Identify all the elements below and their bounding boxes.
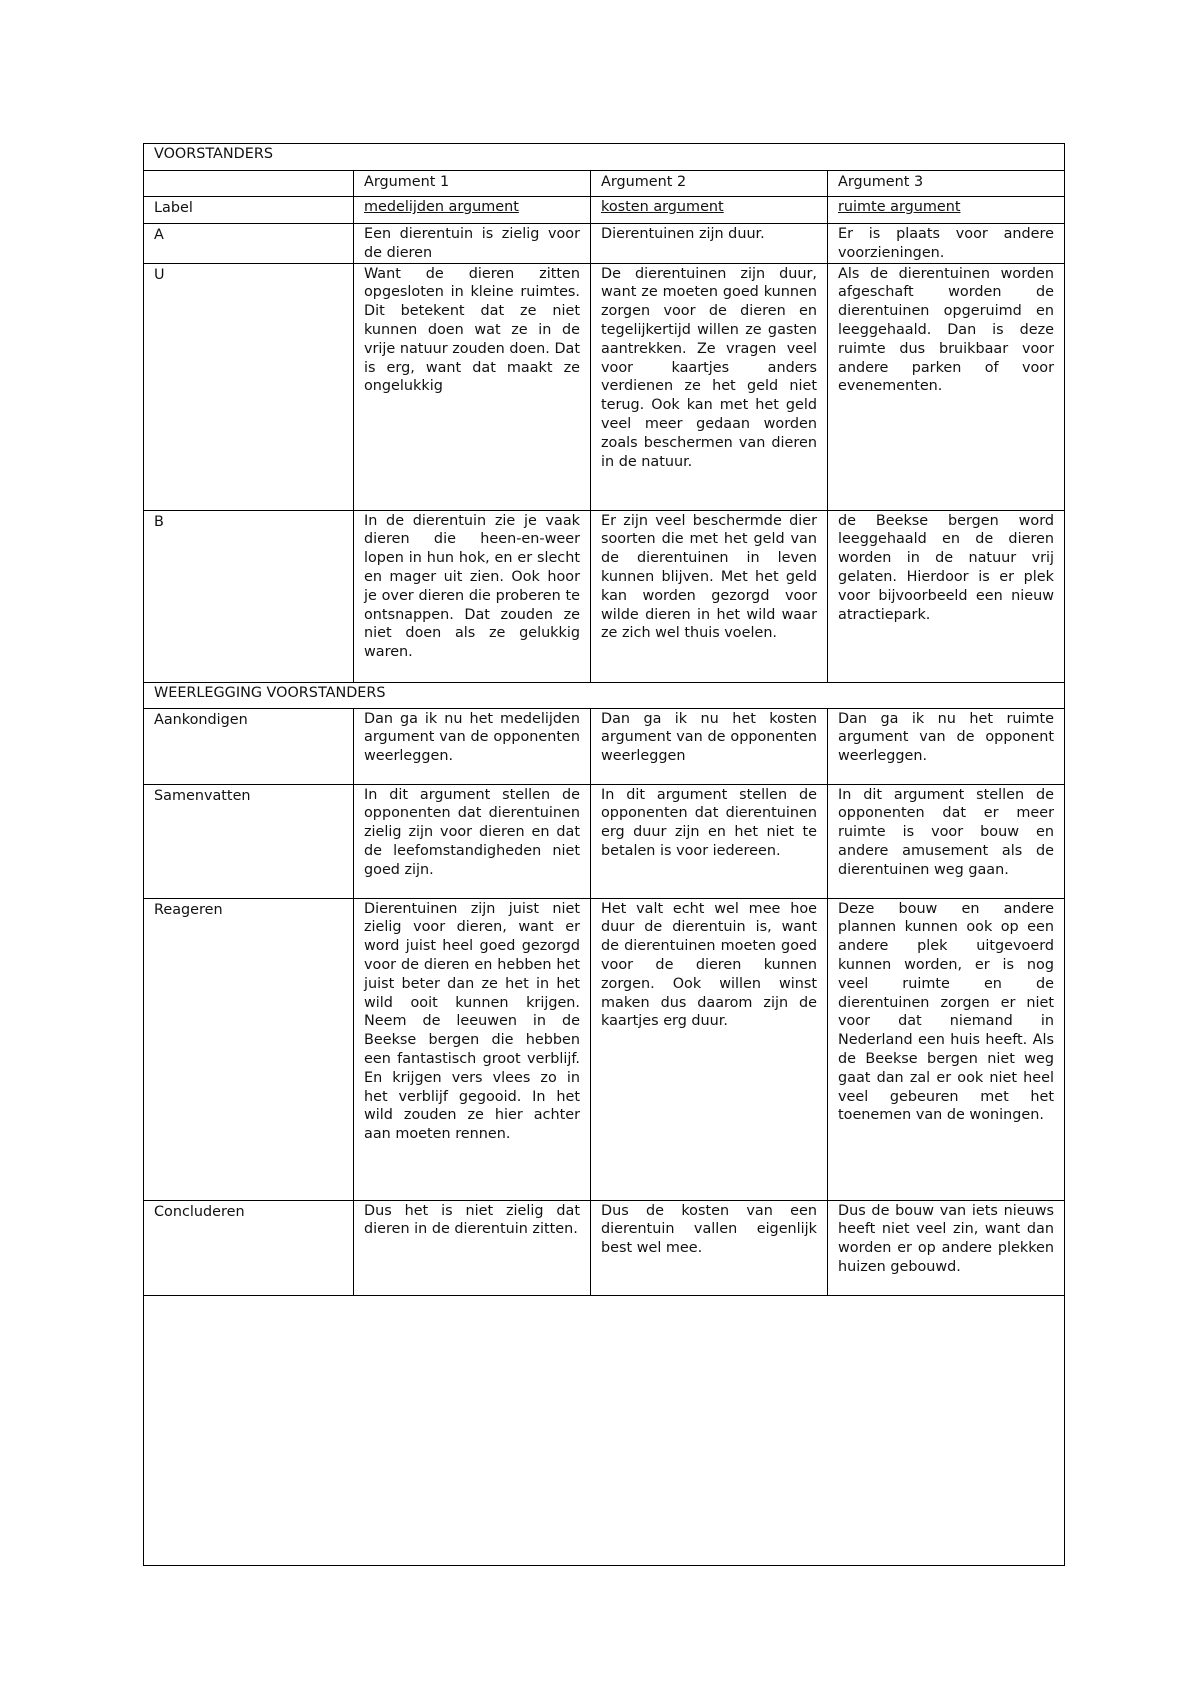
cell-u-argument-2: De dierentuinen zijn duur, want ze moeten goed kunnen zorgen voor de dieren en tegelijkertijd willen ze gasten aantrekken. Ze vragen veel voor kaartjes anders verdienen ze het geld niet terug. Ook kan met het geld veel meer gedaan worden zoals beschermen van dieren in de natuur. bbox=[591, 263, 828, 510]
row-header-samenvatten: Samenvatten bbox=[144, 784, 354, 898]
cell-reageren-argument-2: Het valt echt wel mee hoe duur de dierentuin is, want de dierentuinen moeten goed voor de dieren kunnen zorgen. Ook willen winst maken dus daarom zijn de kaartjes erg duur. bbox=[591, 898, 828, 1200]
argument-table bbox=[143, 143, 1065, 1296]
cell-a-argument-1: Een dierentuin is zielig voor de dieren bbox=[354, 224, 591, 264]
cell-samenvatten-argument-2: In dit argument stellen de opponenten dat dierentuinen erg duur zijn en het niet te betalen is voor iedereen. bbox=[591, 784, 828, 898]
row-reageren bbox=[144, 898, 1065, 1200]
cell-aankondigen-argument-3: Dan ga ik nu het ruimte argument van de opponent weerleggen. bbox=[828, 708, 1065, 784]
label-row bbox=[144, 197, 1065, 224]
cell-b-argument-3: de Beekse bergen word leeggehaald en de dieren worden in de natuur vrij gelaten. Hierdoor is er plek voor bijvoorbeeld een nieuw atractiepark. bbox=[828, 510, 1065, 682]
label-argument-3: ruimte argument bbox=[828, 197, 1065, 224]
row-concluderen bbox=[144, 1200, 1065, 1295]
cell-b-argument-2: Er zijn veel beschermde dier soorten die met het geld van de dierentuinen in leven kunnen blijven. Met het geld kan worden gezorgd voor wilde dieren in het wild waar ze zich wel thuis voelen. bbox=[591, 510, 828, 682]
cell-samenvatten-argument-1: In dit argument stellen de opponenten dat dierentuinen zielig zijn voor dieren en dat de leefomstandigheden niet goed zijn. bbox=[354, 784, 591, 898]
label-argument-1: medelijden argument bbox=[354, 197, 591, 224]
column-header-row bbox=[144, 171, 1065, 197]
cell-b-argument-1: In de dierentuin zie je vaak dieren die heen-en-weer lopen in hun hok, en er slecht en mager uit zien. Ook hoor je over dieren die proberen te ontsnappen. Dat zouden ze niet doen als ze gelukkig waren. bbox=[354, 510, 591, 682]
row-samenvatten bbox=[144, 784, 1065, 898]
cell-a-argument-3: Er is plaats voor andere voorzieningen. bbox=[828, 224, 1065, 264]
cell-reageren-argument-1: Dierentuinen zijn juist niet zielig voor dieren, want er word juist heel goed gezorgd voor de dieren en hebben het juist beter dan ze het in het wild ooit kunnen krijgen. Neem de leeuwen in de Beekse bergen die hebben een fantastisch groot verblijf. En krijgen vers vlees zo in het verblijf gegooid. In het wild zouden ze hier achter aan moeten rennen. bbox=[354, 898, 591, 1200]
row-header-label: Label bbox=[144, 197, 354, 224]
empty-notes-box bbox=[143, 1296, 1065, 1566]
row-header-concluderen: Concluderen bbox=[144, 1200, 354, 1295]
section-title-voorstanders: VOORSTANDERS bbox=[144, 144, 1065, 171]
corner-cell bbox=[144, 171, 354, 197]
cell-concluderen-argument-1: Dus het is niet zielig dat dieren in de dierentuin zitten. bbox=[354, 1200, 591, 1295]
cell-a-argument-2: Dierentuinen zijn duur. bbox=[591, 224, 828, 264]
row-u bbox=[144, 263, 1065, 510]
row-b bbox=[144, 510, 1065, 682]
row-header-aankondigen: Aankondigen bbox=[144, 708, 354, 784]
section-title-row-2 bbox=[144, 682, 1065, 708]
cell-u-argument-1: Want de dieren zitten opgesloten in kleine ruimtes. Dit betekent dat ze niet kunnen doen wat ze in de vrije natuur zouden doen. Dat is erg, want dat maakt ze ongelukkig bbox=[354, 263, 591, 510]
label-argument-2: kosten argument bbox=[591, 197, 828, 224]
column-header-argument-3: Argument 3 bbox=[828, 171, 1065, 197]
cell-aankondigen-argument-1: Dan ga ik nu het medelijden argument van de opponenten weerleggen. bbox=[354, 708, 591, 784]
row-a bbox=[144, 224, 1065, 264]
row-header-a: A bbox=[144, 224, 354, 264]
cell-concluderen-argument-3: Dus de bouw van iets nieuws heeft niet veel zin, want dan worden er op andere plekken huizen gebouwd. bbox=[828, 1200, 1065, 1295]
cell-samenvatten-argument-3: In dit argument stellen de opponenten dat er meer ruimte is voor bouw en andere amusement als de dierentuinen weg gaan. bbox=[828, 784, 1065, 898]
section-title-weerlegging: WEERLEGGING VOORSTANDERS bbox=[144, 682, 1065, 708]
cell-reageren-argument-3: Deze bouw en andere plannen kunnen ook op een andere plek uitgevoerd kunnen worden, er is nog veel ruimte en de dierentuinen zorgen er niet voor dat niemand in Nederland een huis heeft. Als de Beekse bergen niet weg gaat dan zal er ook niet heel veel gebeuren met het toenemen van de woningen. bbox=[828, 898, 1065, 1200]
row-header-b: B bbox=[144, 510, 354, 682]
column-header-argument-1: Argument 1 bbox=[354, 171, 591, 197]
column-header-argument-2: Argument 2 bbox=[591, 171, 828, 197]
row-header-u: U bbox=[144, 263, 354, 510]
row-aankondigen bbox=[144, 708, 1065, 784]
section-title-row bbox=[144, 144, 1065, 171]
cell-u-argument-3: Als de dierentuinen worden afgeschaft worden de dierentuinen opgeruimd en leeggehaald. Dan is deze ruimte dus bruikbaar voor andere parken of voor evenementen. bbox=[828, 263, 1065, 510]
cell-concluderen-argument-2: Dus de kosten van een dierentuin vallen eigenlijk best wel mee. bbox=[591, 1200, 828, 1295]
cell-aankondigen-argument-2: Dan ga ik nu het kosten argument van de opponenten weerleggen bbox=[591, 708, 828, 784]
row-header-reageren: Reageren bbox=[144, 898, 354, 1200]
